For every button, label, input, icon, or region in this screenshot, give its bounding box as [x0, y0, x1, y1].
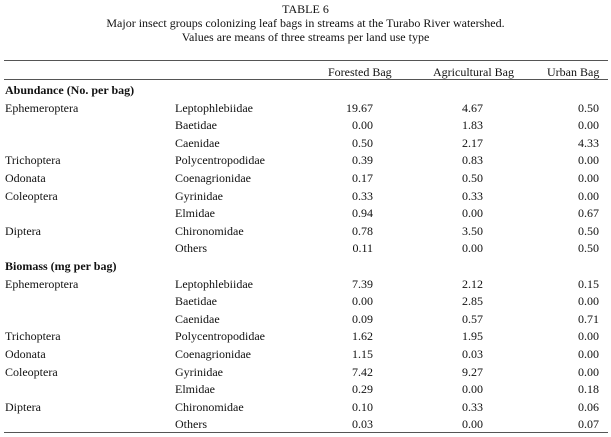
- table-title: Major insect groups colonizing leaf bags in streams at the Turabo River watershed.: [106, 16, 505, 30]
- forested-value-cell: 7.42: [352, 365, 373, 379]
- agricultural-value-cell: 0.50: [462, 171, 483, 185]
- forested-value-cell: 19.67: [346, 101, 373, 115]
- family-cell: Chironomidae: [175, 224, 244, 238]
- order-cell: Diptera: [5, 224, 41, 238]
- agricultural-value-cell: 2.85: [462, 294, 483, 308]
- agricultural-value-cell: 9.27: [462, 365, 483, 379]
- table-number: TABLE 6: [282, 2, 329, 16]
- agricultural-value-cell: 0.00: [462, 382, 483, 396]
- family-cell: Polycentropodidae: [175, 153, 265, 167]
- family-cell: Elmidae: [175, 382, 215, 396]
- family-cell: Others: [175, 417, 207, 431]
- family-cell: Coenagrionidae: [175, 347, 251, 361]
- order-cell: Trichoptera: [5, 329, 61, 343]
- urban-value-cell: 0.50: [578, 224, 599, 238]
- family-cell: Caenidae: [175, 312, 220, 326]
- family-cell: Leptophlebiidae: [175, 277, 253, 291]
- agricultural-value-cell: 0.83: [462, 153, 483, 167]
- family-cell: Gyrinidae: [175, 189, 223, 203]
- family-cell: Elmidae: [175, 206, 215, 220]
- section-title: Biomass (mg per bag): [5, 259, 117, 273]
- forested-value-cell: 0.00: [352, 118, 373, 132]
- family-cell: Coenagrionidae: [175, 171, 251, 185]
- urban-value-cell: 0.67: [578, 206, 599, 220]
- table-row: [0, 380, 611, 398]
- forested-value-cell: 0.10: [352, 400, 373, 414]
- table-row: [0, 222, 611, 240]
- urban-value-cell: 0.00: [578, 153, 599, 167]
- forested-value-cell: 0.39: [352, 153, 373, 167]
- urban-value-cell: 0.50: [578, 101, 599, 115]
- urban-value-cell: 0.71: [578, 312, 599, 326]
- table-row: [0, 151, 611, 169]
- agricultural-value-cell: 2.17: [462, 136, 483, 150]
- forested-value-cell: 0.33: [352, 189, 373, 203]
- table-subtitle: Values are means of three streams per land use type: [181, 30, 430, 44]
- table-row: [0, 363, 611, 381]
- order-cell: Coleoptera: [5, 365, 58, 379]
- table-row: [0, 169, 611, 187]
- forested-value-cell: 0.11: [352, 241, 373, 255]
- forested-value-cell: 1.62: [352, 329, 373, 343]
- table-row: [0, 275, 611, 293]
- header-rule: [4, 79, 608, 80]
- forested-value-cell: 1.15: [352, 347, 373, 361]
- forested-value-cell: 0.00: [352, 294, 373, 308]
- table-row: [0, 116, 611, 134]
- urban-value-cell: 0.00: [578, 347, 599, 361]
- forested-value-cell: 0.09: [352, 312, 373, 326]
- table-row: [0, 187, 611, 205]
- urban-value-cell: 0.00: [578, 294, 599, 308]
- agricultural-value-cell: 0.33: [462, 400, 483, 414]
- order-cell: Ephemeroptera: [5, 277, 79, 291]
- family-cell: Baetidae: [175, 294, 217, 308]
- urban-value-cell: 0.07: [578, 417, 599, 431]
- forested-value-cell: 0.03: [352, 417, 373, 431]
- table-row: [0, 327, 611, 345]
- family-cell: Gyrinidae: [175, 365, 223, 379]
- table-row: [0, 310, 611, 328]
- table-row: [0, 415, 611, 433]
- table-row: [0, 398, 611, 416]
- forested-value-cell: 0.78: [352, 224, 373, 238]
- column-header-urban: Urban Bag: [547, 65, 600, 79]
- family-cell: Others: [175, 241, 207, 255]
- column-header-forested: Forested Bag: [328, 65, 392, 79]
- forested-value-cell: 0.17: [352, 171, 373, 185]
- order-cell: Coleoptera: [5, 189, 58, 203]
- agricultural-value-cell: 0.33: [462, 189, 483, 203]
- family-cell: Baetidae: [175, 118, 217, 132]
- agricultural-value-cell: 4.67: [462, 101, 483, 115]
- urban-value-cell: 0.00: [578, 189, 599, 203]
- agricultural-value-cell: 0.03: [462, 347, 483, 361]
- agricultural-value-cell: 1.95: [462, 329, 483, 343]
- agricultural-value-cell: 0.00: [462, 241, 483, 255]
- urban-value-cell: 0.00: [578, 118, 599, 132]
- forested-value-cell: 0.29: [352, 382, 373, 396]
- table-row: [0, 292, 611, 310]
- agricultural-value-cell: 0.00: [462, 206, 483, 220]
- table-row: [0, 99, 611, 117]
- order-cell: Trichoptera: [5, 153, 61, 167]
- urban-value-cell: 0.18: [578, 382, 599, 396]
- family-cell: Caenidae: [175, 136, 220, 150]
- forested-value-cell: 0.50: [352, 136, 373, 150]
- agricultural-value-cell: 1.83: [462, 118, 483, 132]
- urban-value-cell: 0.06: [578, 400, 599, 414]
- family-cell: Polycentropodidae: [175, 329, 265, 343]
- bottom-rule: [4, 432, 608, 433]
- family-cell: Leptophlebiidae: [175, 101, 253, 115]
- urban-value-cell: 0.00: [578, 365, 599, 379]
- table-row: [0, 239, 611, 257]
- agricultural-value-cell: 0.00: [462, 417, 483, 431]
- order-cell: Odonata: [5, 347, 46, 361]
- order-cell: Odonata: [5, 171, 46, 185]
- table-row: [0, 204, 611, 222]
- forested-value-cell: 0.94: [352, 206, 373, 220]
- urban-value-cell: 0.00: [578, 171, 599, 185]
- table-row: [0, 345, 611, 363]
- urban-value-cell: 4.33: [578, 136, 599, 150]
- urban-value-cell: 0.50: [578, 241, 599, 255]
- forested-value-cell: 7.39: [352, 277, 373, 291]
- section-title: Abundance (No. per bag): [5, 83, 135, 97]
- agricultural-value-cell: 3.50: [462, 224, 483, 238]
- order-cell: Diptera: [5, 400, 41, 414]
- top-rule: [4, 60, 608, 61]
- order-cell: Ephemeroptera: [5, 101, 79, 115]
- urban-value-cell: 0.15: [578, 277, 599, 291]
- family-cell: Chironomidae: [175, 400, 244, 414]
- agricultural-value-cell: 0.57: [462, 312, 483, 326]
- table-row: [0, 134, 611, 152]
- agricultural-value-cell: 2.12: [462, 277, 483, 291]
- column-header-agricultural: Agricultural Bag: [433, 65, 514, 79]
- urban-value-cell: 0.00: [578, 329, 599, 343]
